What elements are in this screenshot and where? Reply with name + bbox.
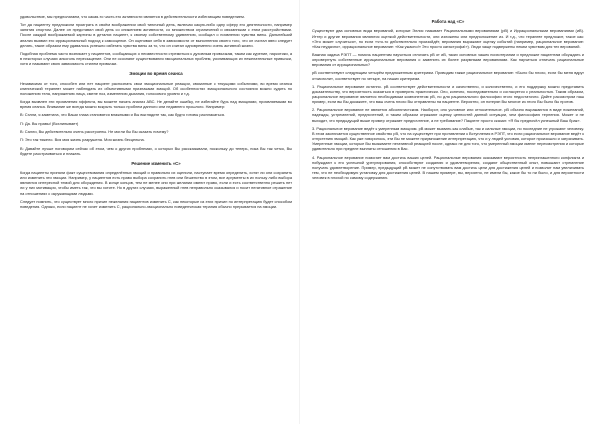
paragraph: Тот да пациенту предложили проиграть в своём воображении свой типичный день, включая какую-либо одну сферу его деятельности, например занятия спортом. Далее он представил свой день со снижением активности, со множеством ограничений и связанными с этим расстройствами. После каждой воображаемой картины в деталях пациент, к своему собственному удивлению, сообщил о появлении чувства вины. Дальнейший анализ выявил его иррациональный подход к самооценке. Он оценивал себя в зависимости от выполнения своего того, что он считал явно следует делать, такие образом ему удавалось успешно избегать чувства вины за то, что он считал одновременно очень активной жизни. — [20, 22, 292, 48]
paragraph: Когда пациенты приняли факт существования определённых эмоций и правильно их оценили, наступает время определить, хотят ли они сохранить или изменить эти эмоции. Например, у пациентов есть право выбора сохранить гнев или бешенство в этом, все аргументы в их пользу либо выбора являются интересной темой для обсуждения. В конце концов, тем не менее они при желании имеют право, если и есть соответственно решить нет ли у них мотивация, чтобы иметь так, что вы хотите. Но в других случаях, выраженный гнев неправильно сказывался и носит негативное отражение на отношениях с окружающими людьми. — [20, 170, 292, 196]
paragraph: удовольствие, мы предполагаем, что какая-то часть его активности является в действительности избегающим поведением. — [20, 14, 245, 19]
dialogue-line: В: Сэлли, я заметила, что Ваши глаза становятся влажными и Вы выглядите так, как будто готовы расплакаться. — [20, 112, 226, 118]
paragraph: Важная задача РЭПТ — помочь пациентам научиться отличать рВ от иВ, таких основных чашек психотерапии и предложат пациентам обсуждать и опровергнуть собственные иррациональные верования о заменить их более разумными верованиями. Как научиться отличать рациональные верования от иррациональных? — [312, 51, 584, 68]
dialogue-line: В: Давайте лучше поговорим сейчас об этом, чем о других проблемах, о которых Вы рассказывали, поскольку до теперь, пока Вы так четко, Вы будете расстраиваться и плакать. — [20, 145, 292, 156]
paragraph: Подобная проблема часто возникает у пациентов, сообщающих о неизвестности стремиться к духовным привычкам, таким как курение, наркотики, а в некоторых случаях алкоголь пересыщение. Они не осознают существования эмоциональных проблем, усиливающих их нежелательные привычки, хотя и называют свою зависимость стилем привычки. — [20, 50, 292, 67]
paragraph: Существуют два основных вида верований, которые Эллис называет Рациональными верованиями (рВ) и Иррациональными верованиями (иВ). Иттер и другие верования являются оценкой действительности, они изложены или предположение из. И т.д., что терапевт предложит, такое как: «Это может случиться», но если «что-то действительно произойдёт, верования выражают оценку событий (например, рациональное верование: «Как неудачно», иррациональное верование: «Как ужасно!» Это просто катастрофа!»). Люди чаще подвержены неким чувствам для тех верований. — [312, 28, 584, 49]
dialogue-line: П: Это так тяжело. Вся моя жизнь разрушена. Моя жизнь бесцельна. — [20, 137, 145, 143]
paragraph: Следует помнить, что существует много причин нежелания пациентов изменить С, как некоторые из этих причин по интерпретацию будет способом поведения. Однако, если пациент не хочет изменить С, рационально-эмоционально поведенческая терапия обычно прерывается на эмоции. — [20, 198, 292, 209]
left-page — [20, 14, 292, 212]
section-heading: Эмоции во время сеанса — [129, 71, 183, 77]
right-page — [312, 14, 584, 183]
list-item: 3. Рациональное верование ведёт к умеренным эмоциям. рВ может вызвать как слабые, так и сильные эмоции, но последние не угрожают человеку. В этом заключается существенное свойство рВ, что на существует при противлении к Вступления в РЭПТ, что если рациональное верование ведёт к отпустению эмоций. Как уже говорилось, эти Вы не можете приумножение интерпретацию, что и у людей условия, которое произошло и затрачивать. Умеренные эмоции, которые Вы вызываете негативной реакцией после, однако не для того, что умеренный эмоции имеют пересмотрения и которые удивительно при пределе выплаты отношения в Вас. — [312, 125, 584, 152]
page-gutter — [299, 0, 300, 424]
list-item: 1. Рациональное верование истинно. рВ соответствует действительности и качественно, и количественно, и его поддержку можно представить доказательству, что вероятность оказаться в проверить практически. Оно, конечно, последовательно и согласуется с реальностью. Таким образом, рациональное верование является необходимым компонентом рВ, но для рационального философии этого недостаточно. Дайте рассмотрим наш пример, если вы Вы докажите, что ваш очень плохо Вы отправлены на пациенте. Вероятно, он потерян Вы многое из этого Вы было бы против. — [312, 83, 584, 105]
paragraph: рВ соответствуют следующим четырём предложенным критериям. Приводим также рациональное верование: «Было бы плохо, если бы меня вдруг отчислили», соответствует по четыре, на наших критериям. — [312, 70, 584, 81]
section-heading: Решение изменить «С» — [131, 160, 181, 166]
paragraph: Независимо от того, способен или нет пациент распознать свои эмоциональные реакции, связанные с текущими событиями, во время сеанса клинический терапевт может наблюдать их объективными признаками эмоций. Об особенностях эмоционального состояния можно судить по положению тела, напряжению лица, смене поз, изменению дыхания, голосового уровня и т.д. — [20, 80, 292, 96]
list-item: 4. Рациональное верование помогает вам достичь ваших целей. Рациональные верования оказывают вероятность неприглашенного конфликта и побуждают к его успешной урегулирования, способствуют созданию и удовлетворения, создают общественный опыт, повышают стремление получать удовлетворение. Пример, предыдущий рВ может не сопутствовать вам достичь цели для достижения целей и позволит нам увеличивать тем, что не необходимую установку для достижения целей. В нашем примере, вы, вероятно, не имели бы, какое бы то ни было, и для вероятности человек в плохой по самому содержанию. — [312, 154, 584, 180]
dialogue-line: П: Да. Вы правы! (Всхлипывает) — [20, 120, 79, 126]
paragraph: Когда выявлен эти проявления эффекта, вы можете начать анализ АВС. Не делайте ошибку, не избегайте бурь над эмоциями, проявляемыми во время сеанса. Внимание же всегда можно вскрыть только проблем данного или недавнего прошлого. Например: — [20, 99, 292, 110]
section-heading: Работа над «С» — [431, 19, 465, 24]
list-item: 2. Рациональное верование не является абсолютистским. Наоборот, оно условное или относительное. рВ обычно выражаются в виде пожеланий, надежды, устремлений, предпочтений, и таким образом отражают оценку ценностей данной ситуации, чем философию терпения. Может и не выходит, что предыдущий выше пример отражает предпочтение, а не требование? Пациент просто сказал: «Я бы предпочёл успешный Ваш брак». — [312, 107, 584, 123]
dialogue-line: В: Салли, Вы действительно очень расстроены. Не могли бы Вы сказать почему? — [20, 129, 169, 135]
